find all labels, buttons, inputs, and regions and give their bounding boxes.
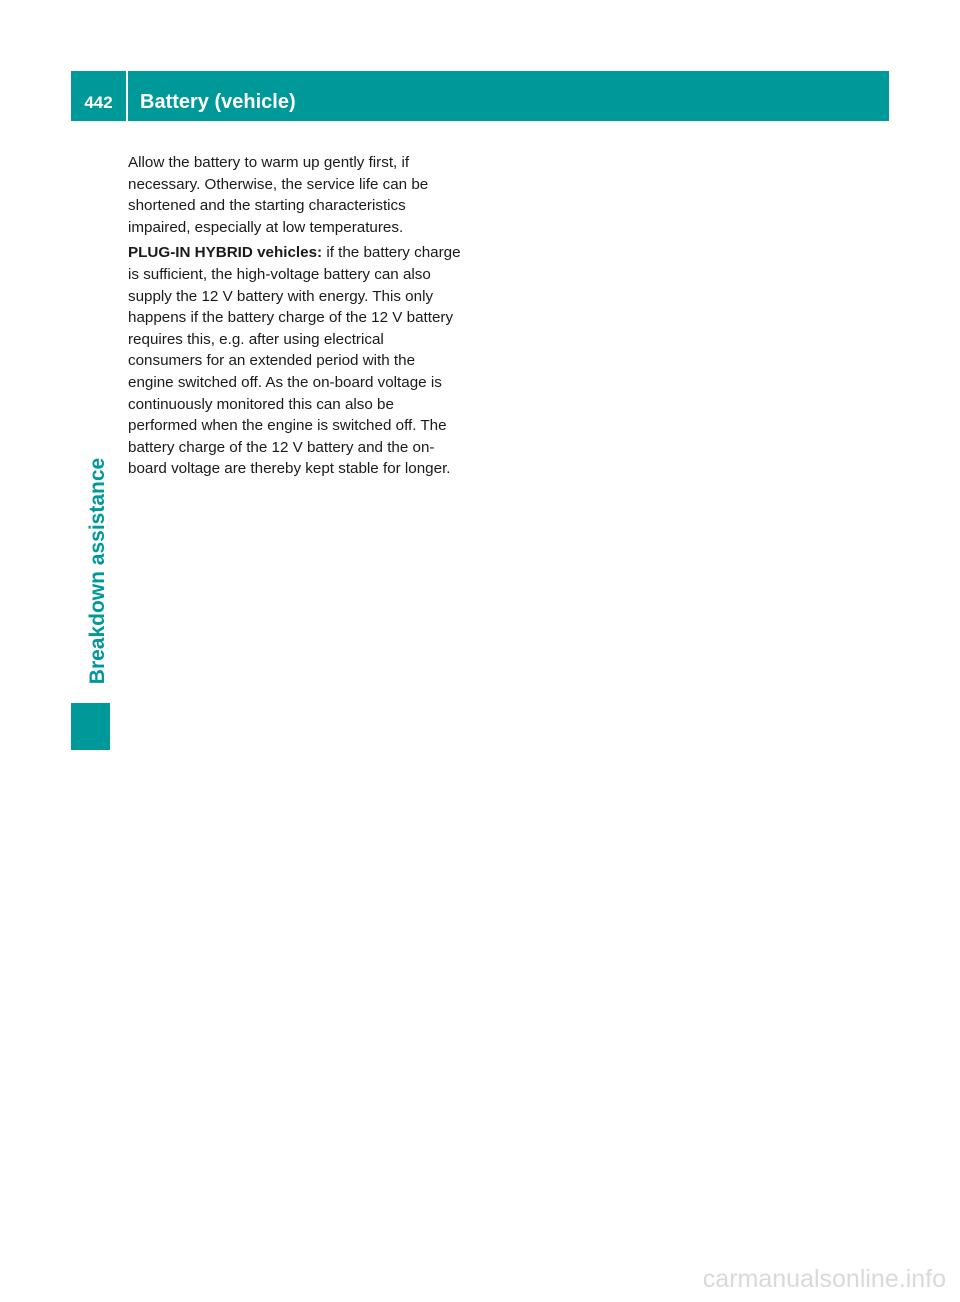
- paragraph-plug-in-hybrid: [128, 242, 462, 480]
- paragraph-body: if the battery charge is sufficient, the high-voltage battery can also supply the 12 V battery with energy. This only happens if the battery charge of the 12 V battery requires this, e.g. after using electrical consumers for an extended period with the engine switched off. As the on-board voltage is continuously monitored this can also be performed when the engine is switched off. The battery charge of the 12 V battery and the on-board voltage are thereby kept stable for longer.: [128, 244, 461, 478]
- paragraph-warm-up: Allow the battery to warm up gently first, if necessary. Otherwise, the service life can be shortened and the starting characteristics impaired, especially at low temperatures.: [128, 154, 429, 236]
- side-tab-marker: [71, 703, 110, 750]
- page-number: 442: [84, 93, 113, 112]
- side-tab-label: Breakdown assistance: [86, 457, 109, 685]
- paragraph-lead: PLUG-IN HYBRID vehicles:: [128, 244, 323, 262]
- watermark: carmanualsonline.info: [702, 1265, 946, 1293]
- header-bar: [71, 71, 889, 121]
- body-text: [128, 152, 462, 484]
- header-divider: [126, 71, 128, 121]
- section-title: Battery (vehicle): [140, 91, 296, 113]
